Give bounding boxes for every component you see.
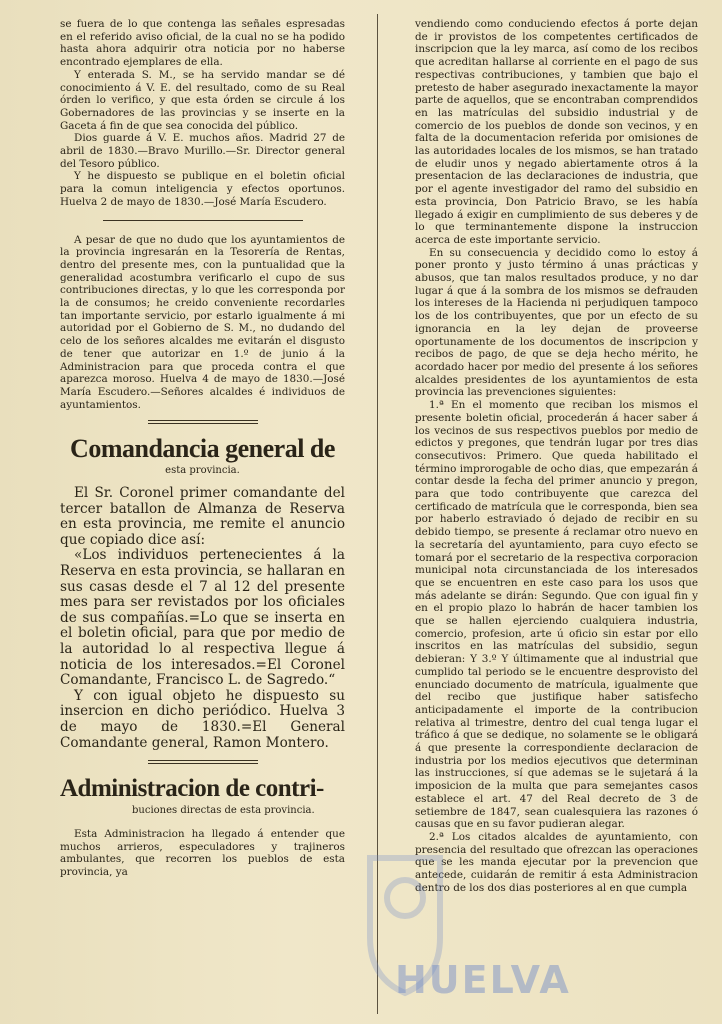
- paragraph-administracion-intro: Esta Administracion ha llegado á entender que muchos arrieros, especuladores y trajineros ambulantes, que recorren los pueblos de esta provincia, ya: [60, 827, 345, 878]
- double-rule-divider: [148, 420, 258, 424]
- section-subheading-comandancia: esta provincia.: [165, 465, 240, 477]
- paragraph-signature-madrid: Dios guarde á V. E. muchos años. Madrid 27 de abril de 1830.—Bravo Murillo.—Sr. Director general del Tesoro público.: [60, 132, 345, 170]
- section-subheading-administracion: buciones directas de esta provincia.: [132, 805, 315, 817]
- section-heading-comandancia: Comandancia general de: [70, 434, 335, 464]
- column-rule: [377, 14, 378, 1014]
- section-divider: [103, 220, 303, 221]
- double-rule-divider-2: [148, 760, 258, 764]
- paragraph-reserve-quote: «Los individuos pertenecientes á la Reserva en esta provincia, se hallaran en sus casas desde el 7 al 12 del presente mes para ser revistados por los oficiales de sus compañías.=Lo que se inserta en el boletin oficial, para que por medio de la autoridad lo al respectiva llegue á noticia de los interesados.=El Coronel Comandante, Francisco L. de Sagredo.“: [60, 547, 345, 689]
- watermark-text: HUELVA: [395, 958, 571, 1002]
- paragraph-consequence: En su consecuencia y decidido como lo estoy á poner pronto y justo término á unas prácticas y abusos, que tan malos resultados produce, y no dar lugar á que á la sombra de los mismos se defrauden los intereses de la Hacienda ni perjudiquen tampoco los de los contribuyentes, que por un efecto de su ignorancia en la ley dejan de proveerse oportunamente de los documentos de inscripcion y recibos de pago, de que se deja hecho mérito, he acordado hacer por medio del presente á los señores alcaldes presidentes de los ayuntamientos de esta provincia las prevenciones siguientes:: [415, 246, 698, 399]
- paragraph-prevention-1: 1.ª En el momento que reciban los mismos el presente boletin oficial, procederán á hacer saber á los vecinos de sus respectivos pueblos por medio de edictos y pregones, que tendrán lugar por tres dias consecutivos: Primero. Que queda habilitado el término improrogable de ocho dias, que empezarán á contar desde la fecha del primer anuncio y pregon, para que todo contribuyente que carezca del certificado de matrícula que le corresponda, bien sea por haberlo estraviado ó dejado de recibir en su debido tiempo, se presente á reclamar otro nuevo en la secretaría del ayuntamiento, para cuyo efecto se tomará por el secretario de la respectiva corporacion municipal nota circunstanciada de los interesados que se encuentren en este caso para los usos que más adelante se dirán: Segundo. Que con igual fin y en el propio plazo lo habrán de hacer tambien los que se hallen ejerciendo cualquiera industria, comercio, profesion, arte ú oficio sin estar por ello inscritos en las matrículas del subsidio, segun debieran: Y 3.º Y últimamente que al industrial que cumplido tal periodo se le encuentre desprovisto del enunciado documento de matrícula, igualmente que del recibo que justifique haber satisfecho anticipadamente el importe de la contribucion relativa al trimestre, dentro del cual tenga lugar el tráfico á que se dedique, no solamente se le obligará á que presente la correspondiente declaracion de industria por los medios ejecutivos que determinan las instrucciones, sí que ademas se le sujetará á la imposicion de la multa que para semejantes casos establece el art. 47 del Real decreto de 3 de setiembre de 1847, sean cualesquiera las razones ó causas que en su favor pudieran alegar.: [415, 399, 698, 831]
- paragraph-publication-order: Y he dispuesto se publique en el boletin oficial para la comun inteligencia y efectos oportunos. Huelva 2 de mayo de 1830.—José María Escudero.: [60, 170, 345, 208]
- paragraph-municipal-notice: A pesar de que no dudo que los ayuntamientos de la provincia ingresarán en la Tesorería de Rentas, dentro del presente mes, con la puntualidad que la generalidad acostumbra verificarlo el cupo de sus contribuciones directas, y lo que les corresponda por la de consumos; he creido conveniente recordarles tan importante servicio, por estarlo igualmente á mi autoridad por el Gobierno de S. M., no dudando del celo de los señores alcaldes me evitarán el disgusto de tener que autorizar en 1.º de junio á la Administracion para que proceda contra el que aparezca moroso. Huelva 4 de mayo de 1830.—José María Escudero.—Señores alcaldes é individuos de ayuntamientos.: [60, 233, 345, 411]
- paragraph-coronel-notice: El Sr. Coronel primer comandante del tercer batallon de Almanza de Reserva en esta provincia, me remite el anuncio que copiado dice así:: [60, 485, 345, 548]
- right-column: [415, 18, 698, 895]
- paragraph-continuation: se fuera de lo que contenga las señales espresadas en el referido aviso oficial, de la cual no se ha podido hasta ahora adquirir otra noticia por no haberse encontrado ejemplares de ella.: [60, 18, 345, 69]
- paragraph-prevention-2: 2.ª Los citados alcaldes de ayuntamiento, con presencia del resultado que ofrezcan las operaciones que se les manda ejecutar por la prevencion que antecede, cuidarán de remitir á esta Administracion dentro de los dos dias posteriores al en que cumpla: [415, 831, 698, 894]
- paragraph-traders: vendiendo como conduciendo efectos á porte dejan de ir provistos de los competentes certificados de inscripcion que la ley marca, así como de los recibos que acreditan hallarse al corriente en el pago de sus respectivas contribuciones, y tambien que bajo el pretesto de haber asegurado inexactamente la mayor parte de aquellos, que se encontraban comprendidos en las matrículas del subsidio industrial y de comercio de los pueblos de donde son vecinos, y en falta de la documentacion referida por omisiones de las autoridades locales de los mismos, se han tratado de eludir unos y negado abiertamente otros á la presentacion de las declaraciones de industria, que por el agente investigador del ramo del subsidio en esta provincia, Don Patricio Bravo, se les había llegado á exigir en cumplimiento de sus deberes y de lo que terminantemente dispone la instruccion acerca de este importante servicio.: [415, 18, 698, 246]
- left-column: [60, 18, 345, 879]
- section-heading-administracion: Administracion de contri-: [60, 775, 324, 803]
- paragraph-royal-order: Y enterada S. M., se ha servido mandar se dé conocimiento á V. E. del resultado, como de su Real órden lo verifico, y que esta órden se circule á los Gobernadores de las provincias y se inserte en la Gaceta á fin de que sea conocida del público.: [60, 68, 345, 132]
- paragraph-general-signature: Y con igual objeto he dispuesto su insercion en dicho periódico. Huelva 3 de mayo de 1830.=El General Comandante general, Ramon Montero.: [60, 687, 345, 751]
